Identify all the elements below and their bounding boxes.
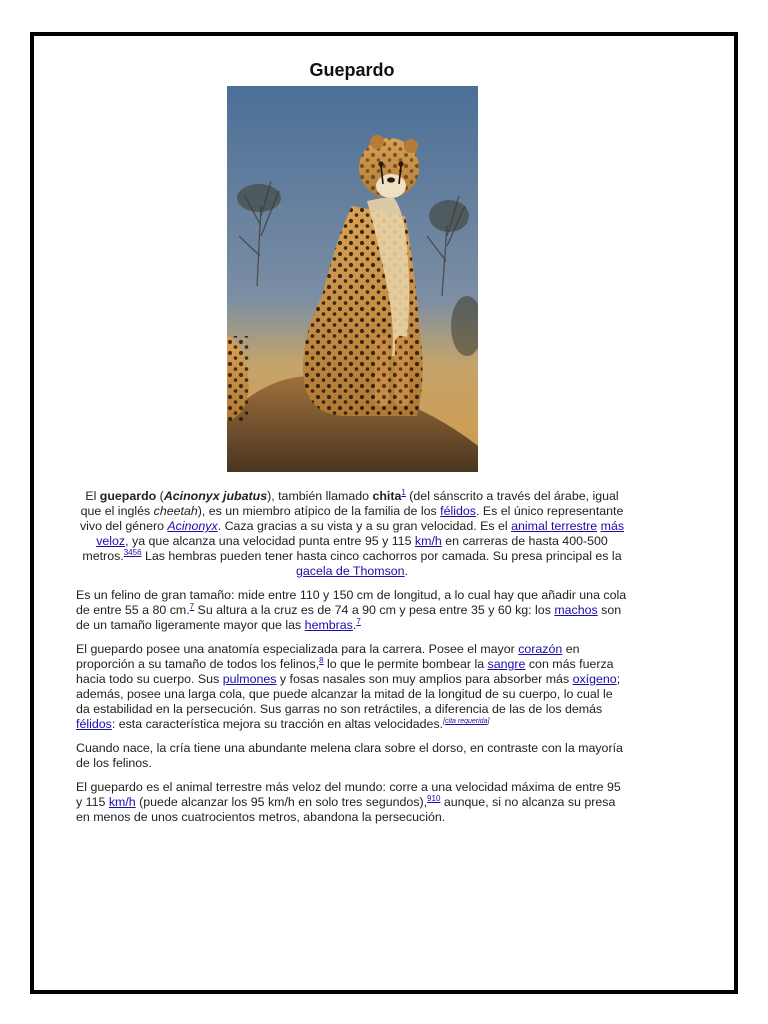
intro-paragraph: El guepardo (Acinonyx jubatus), también llamado chita$^1$ (del sánscrito a través del árabe, igual que el inglés cheetah), es un miembro atípico de la familia de los félidos. Es el único representante vivo del género Acinonyx. Caza gracias a su vista y a su gran velocidad. Es el animal terrestre más veloz, ya que alcanza una velocidad punta entre 95 y 115 km/h en carreras de hasta 400-500 metros.$^{3456}$ Las hembras pueden tener hasta cinco cachorros por camada. Su presa principal es la gacela de Thomson.: [79, 487, 625, 578]
article: [76, 60, 628, 825]
anatomy-paragraph: El guepardo posee una anatomía especializada para la carrera. Posee el mayor corazón en proporción a su tamaño de todos los felinos,$^8$ lo que le permite bombear la sangre con más fuerza hacia todo su cuerpo. Sus pulmones y fosas nasales son muy amplios para absorber más oxígeno; además, posee una larga cola, que puede alcanzar la mitad de la longitud de su cuerpo, lo cual le da estabilidad en la persecución. Sus garras no son retráctiles, a diferencia de las de los demás félidos: esta característica mejora su tracción en altas velocidades.[cita requerida]: [76, 642, 621, 731]
link-animal-terrestre[interactable]: animal terrestre: [511, 519, 598, 533]
speed-paragraph: El guepardo es el animal terrestre más veloz del mundo: corre a una velocidad máxima de entre 95 y 115 km/h (puede alcanzar los 95 km/h en solo tres segundos),$^{910}$ aunque, si no alcanza su presa en menos de unos cuatrocientos metros, abandona la persecución.: [76, 780, 621, 824]
page-title: Guepardo: [309, 60, 395, 80]
reference-link-7b[interactable]: 7: [356, 616, 361, 626]
photo-container: [76, 86, 628, 472]
birth-paragraph: Cuando nace, la cría tiene una abundante melena clara sobre el dorso, en contraste con la mayoría de los felinos.: [76, 741, 623, 770]
link-kmh-2[interactable]: km/h: [108, 795, 136, 809]
link-sangre[interactable]: sangre: [487, 657, 526, 671]
link-pulmones[interactable]: pulmones: [222, 672, 277, 686]
reference-link-7[interactable]: 7: [189, 601, 195, 611]
size-paragraph: Es un felino de gran tamaño: mide entre 110 y 150 cm de longitud, a lo cual hay que añadir una cola de entre 55 a 80 cm.$^7$ Su altura a la cruz es de 74 a 90 cm y pesa entre 35 y 60 kg: los machos son de un tamaño ligeramente mayor que las hembras.$^7$: [76, 588, 627, 632]
link-machos[interactable]: machos: [554, 603, 598, 617]
link-corazon[interactable]: corazón: [518, 642, 563, 656]
link-gacela-de-thomson[interactable]: gacela de Thomson: [295, 564, 405, 578]
link-acinonyx[interactable]: Acinonyx: [167, 519, 218, 533]
reference-link-910[interactable]: 910: [427, 793, 441, 803]
link-felidos-2[interactable]: félidos: [76, 717, 112, 731]
reference-link-1[interactable]: 1: [401, 487, 406, 497]
reference-link-3456[interactable]: 3456: [123, 547, 142, 557]
link-kmh[interactable]: km/h: [414, 534, 442, 548]
link-hembras[interactable]: hembras: [304, 618, 353, 632]
link-felidos[interactable]: félidos: [440, 504, 476, 518]
link-oxigeno[interactable]: oxígeno: [572, 672, 617, 686]
citation-needed-link[interactable]: cita requerida: [445, 717, 488, 725]
cheetah-photo: [227, 86, 478, 472]
link-mas-veloz[interactable]: más veloz: [96, 519, 625, 548]
reference-link-8[interactable]: 8: [319, 655, 324, 665]
